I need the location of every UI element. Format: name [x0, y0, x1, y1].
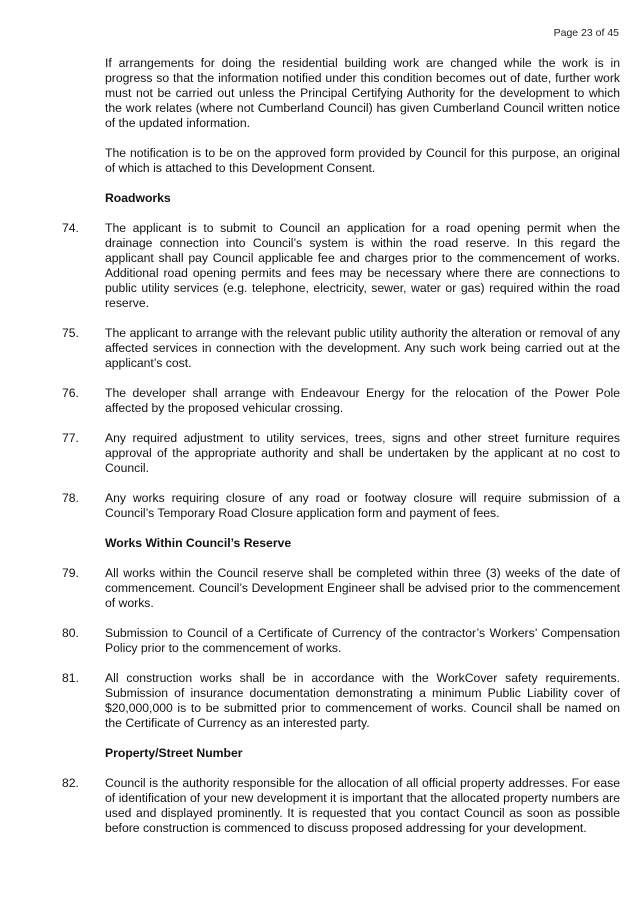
- condition-item: [62, 776, 620, 836]
- condition-item: [62, 431, 620, 476]
- condition-item: [62, 221, 620, 311]
- condition-text: The applicant to arrange with the relevant public utility authority the alteration or removal of any affected services in connection with the development. Any such work being carried out at the applicant’s cost.: [105, 326, 620, 370]
- condition-number: 82.: [62, 776, 79, 790]
- condition-text: Council is the authority responsible for the allocation of all official property addresses. For ease of identification of your new development it is important that the allocated property numbers are used and displayed prominently. It is requested that you contact Council as soon as possible before construction is commenced to discuss proposed addressing for your development.: [105, 776, 620, 835]
- condition-text: All works within the Council reserve shall be completed within three (3) weeks of the date of commencement. Council’s Development Engineer shall be advised prior to the commencement of works.: [105, 566, 620, 610]
- section-works-within-reserve: [62, 536, 620, 731]
- condition-text: Any works requiring closure of any road or footway closure will require submission of a Council’s Temporary Road Closure application form and payment of fees.: [105, 491, 620, 520]
- condition-number: 74.: [62, 221, 79, 235]
- condition-text: Submission to Council of a Certificate of Currency of the contractor’s Workers’ Compensation Policy prior to the commencement of works.: [105, 626, 620, 655]
- condition-text: The developer shall arrange with Endeavour Energy for the relocation of the Power Pole affected by the proposed vehicular crossing.: [105, 386, 620, 415]
- condition-number: 76.: [62, 386, 79, 400]
- condition-text: Any required adjustment to utility services, trees, signs and other street furniture requires approval of the appropriate authority and shall be undertaken by the applicant at no cost to Council.: [105, 431, 620, 475]
- condition-item: [62, 326, 620, 371]
- condition-item: [62, 386, 620, 416]
- condition-text: All construction works shall be in accordance with the WorkCover safety requirements. Submission of insurance documentation demonstrating a minimum Public Liability cover of $20,000,000 is to be submitted prior to commencement of works. Council shall be named on the Certificate of Currency as an interested party.: [105, 671, 620, 730]
- document-body: [62, 56, 620, 851]
- condition-item: [62, 671, 620, 731]
- condition-number: 78.: [62, 491, 79, 505]
- section-heading: Property/Street Number: [105, 746, 243, 760]
- section-property-street-number: [62, 746, 620, 836]
- condition-number: 75.: [62, 326, 79, 340]
- condition-item: [62, 626, 620, 656]
- intro-paragraph: If arrangements for doing the residential building work are changed while the work is in progress so that the information notified under this condition becomes out of date, further work must not be carried out unless the Principal Certifying Authority for the development to which the work relates (where not Cumberland Council) has given Cumberland Council written notice of the updated information.: [105, 56, 620, 130]
- condition-item: [62, 491, 620, 521]
- condition-number: 77.: [62, 431, 79, 445]
- page-number: Page 23 of 45: [553, 27, 619, 39]
- condition-text: The applicant is to submit to Council an application for a road opening permit when the drainage connection into Council’s system is within the road reserve. In this regard the applicant shall pay Council applicable fee and charges prior to the commencement of works. Additional road opening permits and fees may be necessary where there are connections to public utility services (e.g. telephone, electricity, sewer, water or gas) required within the road reserve.: [105, 221, 620, 310]
- condition-item: [62, 566, 620, 611]
- section-heading: Works Within Council’s Reserve: [105, 536, 292, 550]
- condition-number: 79.: [62, 566, 79, 580]
- condition-number: 81.: [62, 671, 79, 685]
- condition-number: 80.: [62, 626, 79, 640]
- section-roadworks: [62, 191, 620, 521]
- intro-paragraph: The notification is to be on the approved form provided by Council for this purpose, an original of which is attached to this Development Consent.: [105, 146, 620, 175]
- section-heading: Roadworks: [105, 191, 171, 205]
